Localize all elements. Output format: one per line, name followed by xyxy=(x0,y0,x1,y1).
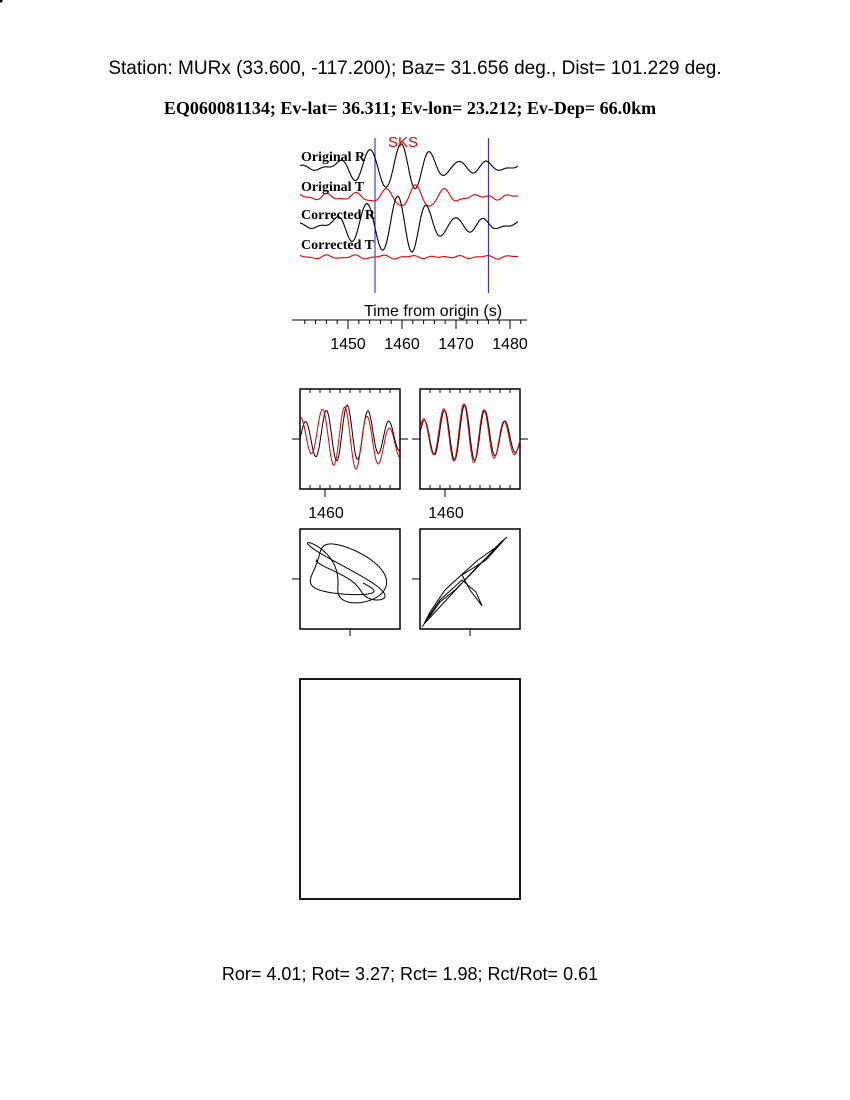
waveform-original-tick-label: 1460 xyxy=(308,505,344,522)
time-axis-ticks xyxy=(305,320,528,353)
particle-motion-corrected-path xyxy=(422,537,507,627)
best-fit-marker xyxy=(0,0,3,3)
waveform-panel-original xyxy=(292,389,408,522)
particle-motion-original-path xyxy=(307,543,386,603)
trace-corrected-t xyxy=(300,255,518,259)
event-info: EQ060081134; Ev-lat= 36.311; Ev-lon= 23.212; Ev-Dep= 66.0km xyxy=(163,98,657,118)
particle-motion-panel-corrected xyxy=(412,529,520,636)
waveform-original-ticks xyxy=(292,389,408,497)
seismogram-panel xyxy=(292,134,528,353)
trace-label-corrected-r: Corrected R xyxy=(301,208,375,223)
ratio-stats: Ror= 4.01; Rot= 3.27; Rct= 1.98; Rct/Rot= 0.61 xyxy=(221,964,599,984)
energy-contour-panel xyxy=(0,0,520,899)
particle-motion-panel-original xyxy=(292,529,400,636)
trace-label-corrected-t: Corrected T xyxy=(301,238,374,253)
waveform-panel-corrected xyxy=(412,389,528,522)
trace-label-original-t: Original T xyxy=(301,180,365,195)
trace-label-original-r: Original R xyxy=(301,150,366,165)
time-axis-title: Time from origin (s) xyxy=(363,303,503,320)
phase-label-sks: SKS xyxy=(388,134,419,151)
time-tick-label: 1470 xyxy=(438,336,474,353)
station-info: Station: MURx (33.600, -117.200); Baz= 31.656 deg., Dist= 101.229 deg. xyxy=(108,58,722,79)
waveform-corrected-tick-label: 1460 xyxy=(428,505,464,522)
time-tick-label: 1480 xyxy=(492,336,528,353)
time-tick-label: 1460 xyxy=(384,336,420,353)
time-tick-label: 1450 xyxy=(330,336,366,353)
